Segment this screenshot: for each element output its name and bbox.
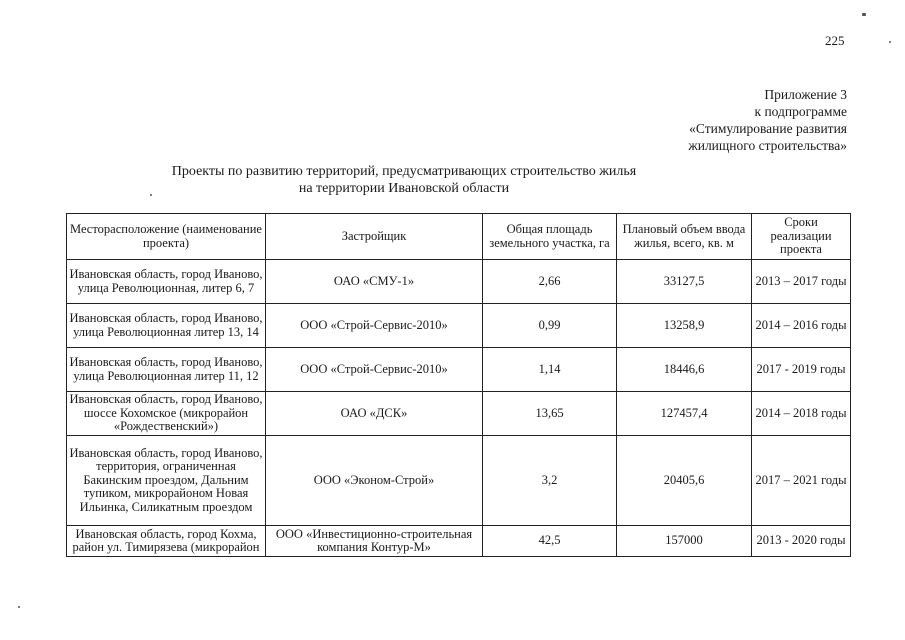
page-number: 225 [825, 33, 845, 48]
cell-location: Ивановская область, город Иваново, улица Революционная литер 13, 14 [67, 304, 266, 348]
table-row [67, 304, 851, 348]
document-title-line-1: Проекты по развитию территорий, предусматривающих строительство жилья [171, 164, 637, 179]
table-header-row [67, 214, 851, 260]
cell-volume: 18446,6 [617, 348, 752, 392]
scan-speck [18, 606, 20, 608]
cell-location: Ивановская область, город Кохма, район ул. Тимирязева (микрорайон [67, 526, 266, 557]
cell-volume: 20405,6 [617, 436, 752, 526]
cell-area: 2,66 [483, 260, 617, 304]
cell-area: 3,2 [483, 436, 617, 526]
table-row [67, 436, 851, 526]
cell-volume: 157000 [617, 526, 752, 557]
appendix-line: к подпрограмме [754, 104, 847, 119]
header-area: Общая площадь земельного участка, га [483, 214, 617, 260]
cell-developer: ООО «Строй-Сервис-2010» [266, 348, 483, 392]
cell-developer: ОАО «ДСК» [266, 392, 483, 436]
appendix-reference [688, 86, 847, 154]
scan-speck [862, 13, 866, 16]
scan-speck [889, 41, 891, 43]
cell-developer: ООО «Эконом-Строй» [266, 436, 483, 526]
projects-table [66, 213, 851, 557]
cell-area: 13,65 [483, 392, 617, 436]
document-title-line-2: на территории Ивановской области [298, 181, 510, 196]
cell-volume: 33127,5 [617, 260, 752, 304]
table-row [67, 260, 851, 304]
cell-period: 2013 - 2020 годы [752, 526, 851, 557]
cell-area: 42,5 [483, 526, 617, 557]
header-volume: Плановый объем ввода жилья, всего, кв. м [617, 214, 752, 260]
appendix-line: Приложение 3 [764, 87, 847, 102]
cell-area: 0,99 [483, 304, 617, 348]
cell-volume: 13258,9 [617, 304, 752, 348]
cell-developer: ООО «Строй-Сервис-2010» [266, 304, 483, 348]
cell-period: 2014 – 2016 годы [752, 304, 851, 348]
cell-area: 1,14 [483, 348, 617, 392]
cell-developer: ООО «Инвестиционно-строительная компания Контур-М» [266, 526, 483, 557]
cell-location: Ивановская область, город Иваново, улица Революционная, литер 6, 7 [67, 260, 266, 304]
cell-period: 2017 - 2019 годы [752, 348, 851, 392]
appendix-line: «Стимулирование развития [689, 121, 847, 136]
cell-developer: ОАО «СМУ-1» [266, 260, 483, 304]
cell-period: 2013 – 2017 годы [752, 260, 851, 304]
header-period: Сроки реализации проекта [752, 214, 851, 260]
cell-location: Ивановская область, город Иваново, улица Революционная литер 11, 12 [67, 348, 266, 392]
table-row [67, 348, 851, 392]
table-row [67, 526, 851, 557]
cell-period: 2014 – 2018 годы [752, 392, 851, 436]
header-location: Месторасположение (наименование проекта) [67, 214, 266, 260]
cell-location: Ивановская область, город Иваново, шоссе Кохомское (микрорайон «Рождественский») [67, 392, 266, 436]
cell-period: 2017 – 2021 годы [752, 436, 851, 526]
document-title [150, 163, 658, 197]
cell-volume: 127457,4 [617, 392, 752, 436]
cell-location: Ивановская область, город Иваново, территория, ограниченная Бакинским проездом, Дальним тупиком, микрорайоном Новая Ильинка, Силикатным проездом [67, 436, 266, 526]
table-row [67, 392, 851, 436]
appendix-line: жилищного строительства» [688, 138, 847, 153]
header-developer: Застройщик [266, 214, 483, 260]
